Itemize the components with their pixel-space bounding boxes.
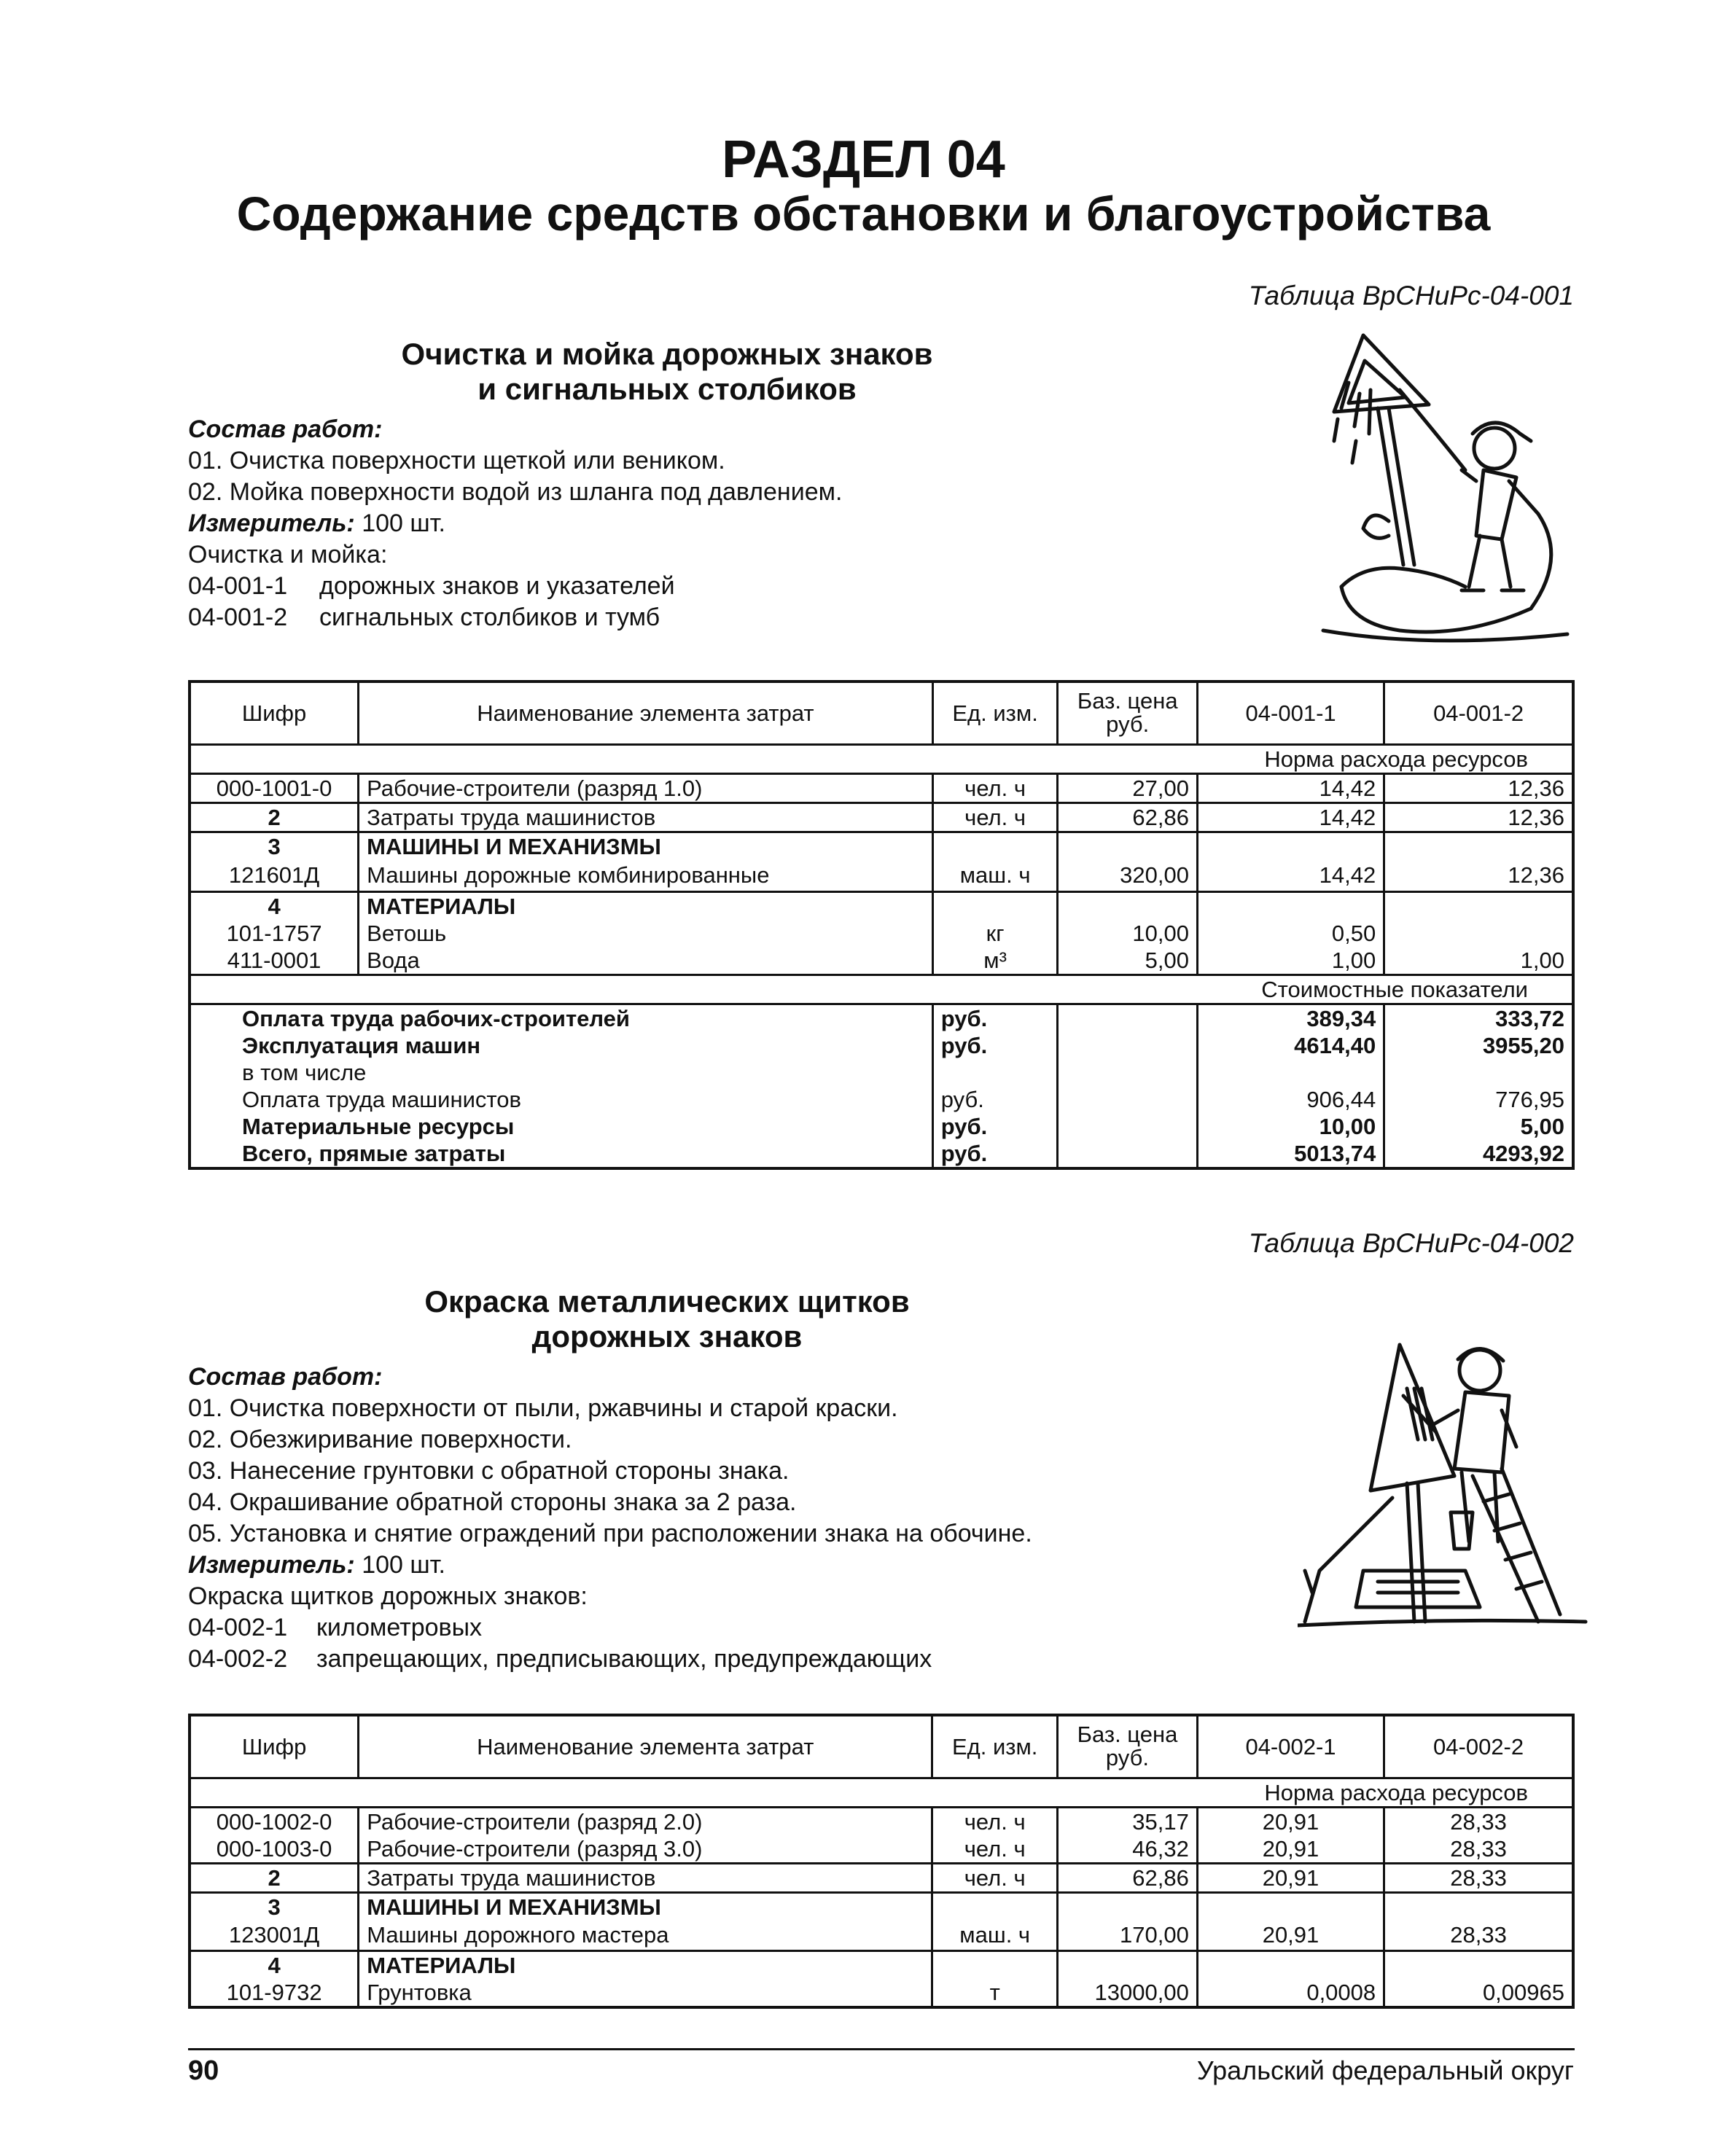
cost-row bbox=[190, 1113, 1573, 1140]
table-id: Таблица ВрСНиРс-04-001 bbox=[1248, 281, 1574, 310]
meter-value: 100 шт. bbox=[362, 509, 445, 537]
name-cell: Ветошь bbox=[359, 920, 933, 947]
value-cell: 20,91 bbox=[1197, 1921, 1384, 1951]
cost-value: 906,44 bbox=[1197, 1086, 1384, 1113]
header-cell: 04-002-2 bbox=[1384, 1715, 1573, 1778]
variant-line bbox=[188, 1612, 1032, 1644]
cost-value: 389,34 bbox=[1197, 1004, 1384, 1033]
price-cell: 62,86 bbox=[1058, 802, 1197, 832]
price-cell: 13000,00 bbox=[1058, 1979, 1198, 2007]
cost-value: 776,95 bbox=[1384, 1086, 1573, 1113]
cost-value: 3955,20 bbox=[1384, 1032, 1573, 1059]
value-cell: 20,91 bbox=[1197, 1835, 1384, 1864]
cost-unit bbox=[932, 1059, 1058, 1086]
empty-cell bbox=[1058, 1113, 1197, 1140]
composition-label: Состав работ: bbox=[188, 1363, 383, 1391]
title-line: и сигнальных столбиков bbox=[477, 372, 857, 406]
header-cell: Баз. цена руб. bbox=[1058, 681, 1197, 744]
name-cell: МАШИНЫ И МЕХАНИЗМЫ bbox=[359, 832, 933, 860]
work-description bbox=[188, 414, 842, 633]
cost-unit: руб. bbox=[932, 1004, 1058, 1033]
cost-label: Стоимостные показатели bbox=[190, 975, 1573, 1004]
code-cell: 3 bbox=[190, 1892, 359, 1921]
work-step: 02. Мойка поверхности водой из шланга под давлением. bbox=[188, 478, 843, 506]
code-cell: 411-0001 bbox=[190, 947, 359, 975]
value-cell: 0,00965 bbox=[1384, 1979, 1573, 2007]
meter-value: 100 шт. bbox=[362, 1551, 445, 1579]
variant-name: дорожных знаков и указателей bbox=[319, 572, 675, 600]
value-cell bbox=[1197, 1892, 1384, 1921]
name-cell: МАШИНЫ И МЕХАНИЗМЫ bbox=[359, 1892, 932, 1921]
unit-cell: чел. ч bbox=[932, 1863, 1058, 1892]
value-cell: 28,33 bbox=[1384, 1921, 1573, 1951]
cost-header-row bbox=[190, 975, 1573, 1004]
value-cell bbox=[1197, 1951, 1384, 1980]
header-cell: Ед. изм. bbox=[932, 1715, 1058, 1778]
cost-name: Оплата труда рабочих-строителей bbox=[190, 1004, 932, 1033]
variant-code: 04-002-2 bbox=[188, 1645, 288, 1673]
section-number: РАЗДЕЛ 04 bbox=[722, 130, 1005, 189]
table-row bbox=[190, 920, 1573, 947]
unit-cell: т bbox=[932, 1979, 1058, 2007]
work-step: 03. Нанесение грунтовки с обратной стороны знака. bbox=[188, 1457, 790, 1485]
cost-name: Всего, прямые затраты bbox=[190, 1140, 932, 1168]
value-cell: 1,00 bbox=[1197, 947, 1384, 975]
code-cell: 121601Д bbox=[190, 860, 359, 892]
section-title: Содержание средств обстановки и благоустройства bbox=[236, 187, 1491, 241]
header-cell: Ед. изм. bbox=[932, 681, 1058, 744]
table-row bbox=[190, 1807, 1573, 1835]
value-cell: 12,36 bbox=[1384, 773, 1573, 802]
empty-cell bbox=[1058, 1086, 1197, 1113]
unit-cell bbox=[932, 892, 1058, 921]
header-cell: 04-001-1 bbox=[1197, 681, 1384, 744]
variant-line bbox=[188, 602, 842, 633]
washing-sign-illustration bbox=[1319, 324, 1582, 649]
title-line: Очистка и мойка дорожных знаков bbox=[401, 337, 933, 371]
name-cell: Машины дорожные комбинированные bbox=[359, 860, 933, 892]
code-cell: 123001Д bbox=[190, 1921, 359, 1951]
header-cell: 04-002-1 bbox=[1197, 1715, 1384, 1778]
variant-name: сигнальных столбиков и тумб bbox=[319, 604, 660, 631]
cost-row bbox=[190, 1004, 1573, 1033]
code-cell: 2 bbox=[190, 802, 359, 832]
cost-value: 5,00 bbox=[1384, 1113, 1573, 1140]
header-cell: Наименование элемента затрат bbox=[359, 681, 933, 744]
name-cell: МАТЕРИАЛЫ bbox=[359, 892, 933, 921]
table-row bbox=[190, 802, 1573, 832]
name-cell: Затраты труда машинистов bbox=[359, 1863, 932, 1892]
cost-value: 10,00 bbox=[1197, 1113, 1384, 1140]
unit-cell: м³ bbox=[932, 947, 1058, 975]
price-cell: 35,17 bbox=[1058, 1807, 1198, 1835]
work-label: Окраска щитков дорожных знаков: bbox=[188, 1582, 588, 1610]
meter-label: Измеритель: bbox=[188, 1551, 355, 1579]
variant-code: 04-001-2 bbox=[188, 604, 288, 631]
unit-cell: кг bbox=[932, 920, 1058, 947]
subsection-title bbox=[321, 1284, 1013, 1354]
value-cell: 28,33 bbox=[1384, 1863, 1573, 1892]
name-cell: МАТЕРИАЛЫ bbox=[359, 1951, 932, 1980]
resource-table bbox=[188, 680, 1575, 1170]
unit-cell bbox=[932, 1892, 1058, 1921]
code-cell: 2 bbox=[190, 1863, 359, 1892]
code-cell: 101-1757 bbox=[190, 920, 359, 947]
resource-table bbox=[188, 1714, 1575, 2009]
header-cell: Шифр bbox=[190, 681, 359, 744]
price-cell bbox=[1058, 832, 1197, 860]
subsection-title bbox=[321, 337, 1013, 407]
price-cell: 10,00 bbox=[1058, 920, 1197, 947]
header-cell: Наименование элемента затрат bbox=[359, 1715, 932, 1778]
code-cell: 4 bbox=[190, 892, 359, 921]
cost-name: Оплата труда машинистов bbox=[190, 1086, 932, 1113]
value-cell: 12,36 bbox=[1384, 860, 1573, 892]
price-cell: 46,32 bbox=[1058, 1835, 1198, 1864]
empty-cell bbox=[1058, 1059, 1197, 1086]
table-header-row bbox=[190, 1715, 1573, 1778]
variant-line bbox=[188, 1644, 1032, 1675]
table-row bbox=[190, 860, 1573, 892]
name-cell: Рабочие-строители (разряд 2.0) bbox=[359, 1807, 932, 1835]
code-cell: 000-1002-0 bbox=[190, 1807, 359, 1835]
table-row bbox=[190, 1892, 1573, 1921]
work-label: Очистка и мойка: bbox=[188, 541, 388, 569]
code-cell: 3 bbox=[190, 832, 359, 860]
cost-unit: руб. bbox=[932, 1086, 1058, 1113]
empty-cell bbox=[1058, 1004, 1197, 1033]
table-row bbox=[190, 892, 1573, 921]
table-row bbox=[190, 1835, 1573, 1864]
table-row bbox=[190, 773, 1573, 802]
price-cell: 62,86 bbox=[1058, 1863, 1198, 1892]
value-cell bbox=[1384, 1951, 1573, 1980]
unit-cell: маш. ч bbox=[932, 860, 1058, 892]
variant-name: километровых bbox=[316, 1614, 483, 1641]
price-cell: 170,00 bbox=[1058, 1921, 1198, 1951]
value-cell: 28,33 bbox=[1384, 1807, 1573, 1835]
cost-unit: руб. bbox=[932, 1140, 1058, 1168]
value-cell: 28,33 bbox=[1384, 1835, 1573, 1864]
unit-cell bbox=[932, 832, 1058, 860]
value-cell: 1,00 bbox=[1384, 947, 1573, 975]
price-cell bbox=[1058, 1892, 1198, 1921]
name-cell: Рабочие-строители (разряд 1.0) bbox=[359, 773, 933, 802]
footer-divider bbox=[188, 2048, 1575, 2050]
cost-name: в том числе bbox=[190, 1059, 932, 1086]
cost-value bbox=[1384, 1059, 1573, 1086]
variant-name: запрещающих, предписывающих, предупреждающих bbox=[316, 1645, 932, 1673]
name-cell: Рабочие-строители (разряд 3.0) bbox=[359, 1835, 932, 1864]
value-cell bbox=[1197, 832, 1384, 860]
price-cell: 5,00 bbox=[1058, 947, 1197, 975]
cost-row bbox=[190, 1086, 1573, 1113]
variant-line bbox=[188, 571, 842, 602]
value-cell: 0,50 bbox=[1197, 920, 1384, 947]
price-cell: 27,00 bbox=[1058, 773, 1197, 802]
value-cell bbox=[1384, 920, 1573, 947]
name-cell: Грунтовка bbox=[359, 1979, 932, 2007]
price-cell bbox=[1058, 1951, 1198, 1980]
meter-line bbox=[188, 508, 842, 539]
work-step: 05. Установка и снятие ограждений при расположении знака на обочине. bbox=[188, 1520, 1032, 1547]
empty-cell bbox=[1058, 1140, 1197, 1168]
value-cell: 20,91 bbox=[1197, 1863, 1384, 1892]
code-cell: 4 bbox=[190, 1951, 359, 1980]
table-id: Таблица ВрСНиРс-04-002 bbox=[1248, 1228, 1574, 1258]
value-cell: 14,42 bbox=[1197, 773, 1384, 802]
page-number: 90 bbox=[188, 2055, 219, 2086]
variant-code: 04-002-1 bbox=[188, 1614, 288, 1641]
value-cell bbox=[1384, 832, 1573, 860]
unit-cell: чел. ч bbox=[932, 1835, 1058, 1864]
value-cell bbox=[1384, 1892, 1573, 1921]
cost-value: 4293,92 bbox=[1384, 1140, 1573, 1168]
meter-line bbox=[188, 1550, 1032, 1581]
norm-label: Норма расхода ресурсов bbox=[190, 1778, 1573, 1807]
cost-row bbox=[190, 1059, 1573, 1086]
norm-label: Норма расхода ресурсов bbox=[190, 744, 1573, 773]
header-cell: Баз. цена руб. bbox=[1058, 1715, 1198, 1778]
painting-sign-illustration bbox=[1298, 1330, 1589, 1629]
cost-row bbox=[190, 1032, 1573, 1059]
cost-name: Материальные ресурсы bbox=[190, 1113, 932, 1140]
unit-cell: маш. ч bbox=[932, 1921, 1058, 1951]
empty-cell bbox=[1058, 1032, 1197, 1059]
value-cell: 0,0008 bbox=[1197, 1979, 1384, 2007]
header-cell: Шифр bbox=[190, 1715, 359, 1778]
header-cell: 04-001-2 bbox=[1384, 681, 1573, 744]
work-step: 02. Обезжиривание поверхности. bbox=[188, 1426, 572, 1453]
unit-cell: чел. ч bbox=[932, 1807, 1058, 1835]
meter-label: Измеритель: bbox=[188, 509, 355, 537]
unit-cell bbox=[932, 1951, 1058, 1980]
table-row bbox=[190, 832, 1573, 860]
table-row bbox=[190, 947, 1573, 975]
work-step: 01. Очистка поверхности от пыли, ржавчины и старой краски. bbox=[188, 1394, 898, 1422]
cost-value: 5013,74 bbox=[1197, 1140, 1384, 1168]
work-description bbox=[188, 1362, 1032, 1675]
code-cell: 000-1003-0 bbox=[190, 1835, 359, 1864]
unit-cell: чел. ч bbox=[932, 773, 1058, 802]
cost-unit: руб. bbox=[932, 1113, 1058, 1140]
table-header-row bbox=[190, 681, 1573, 744]
value-cell bbox=[1384, 892, 1573, 921]
value-cell: 14,42 bbox=[1197, 860, 1384, 892]
cost-value bbox=[1197, 1059, 1384, 1086]
cost-row bbox=[190, 1140, 1573, 1168]
footer-region: Уральский федеральный округ bbox=[1196, 2055, 1574, 2085]
table-row bbox=[190, 1921, 1573, 1951]
title-line: дорожных знаков bbox=[531, 1319, 803, 1354]
cost-value: 333,72 bbox=[1384, 1004, 1573, 1033]
table-row bbox=[190, 1979, 1573, 2007]
cost-name: Эксплуатация машин bbox=[190, 1032, 932, 1059]
table-row bbox=[190, 1863, 1573, 1892]
code-cell: 101-9732 bbox=[190, 1979, 359, 2007]
value-cell bbox=[1197, 892, 1384, 921]
name-cell: Вода bbox=[359, 947, 933, 975]
value-cell: 20,91 bbox=[1197, 1807, 1384, 1835]
cost-unit: руб. bbox=[932, 1032, 1058, 1059]
work-step: 01. Очистка поверхности щеткой или веником. bbox=[188, 447, 725, 474]
code-cell: 000-1001-0 bbox=[190, 773, 359, 802]
norm-row bbox=[190, 1778, 1573, 1807]
name-cell: Машины дорожного мастера bbox=[359, 1921, 932, 1951]
name-cell: Затраты труда машинистов bbox=[359, 802, 933, 832]
composition-label: Состав работ: bbox=[188, 415, 383, 443]
cost-value: 4614,40 bbox=[1197, 1032, 1384, 1059]
price-cell bbox=[1058, 892, 1197, 921]
value-cell: 12,36 bbox=[1384, 802, 1573, 832]
value-cell: 14,42 bbox=[1197, 802, 1384, 832]
title-line: Окраска металлических щитков bbox=[424, 1284, 910, 1319]
unit-cell: чел. ч bbox=[932, 802, 1058, 832]
work-step: 04. Окрашивание обратной стороны знака за 2 раза. bbox=[188, 1488, 797, 1516]
price-cell: 320,00 bbox=[1058, 860, 1197, 892]
variant-code: 04-001-1 bbox=[188, 572, 288, 600]
norm-row bbox=[190, 744, 1573, 773]
table-row bbox=[190, 1951, 1573, 1980]
